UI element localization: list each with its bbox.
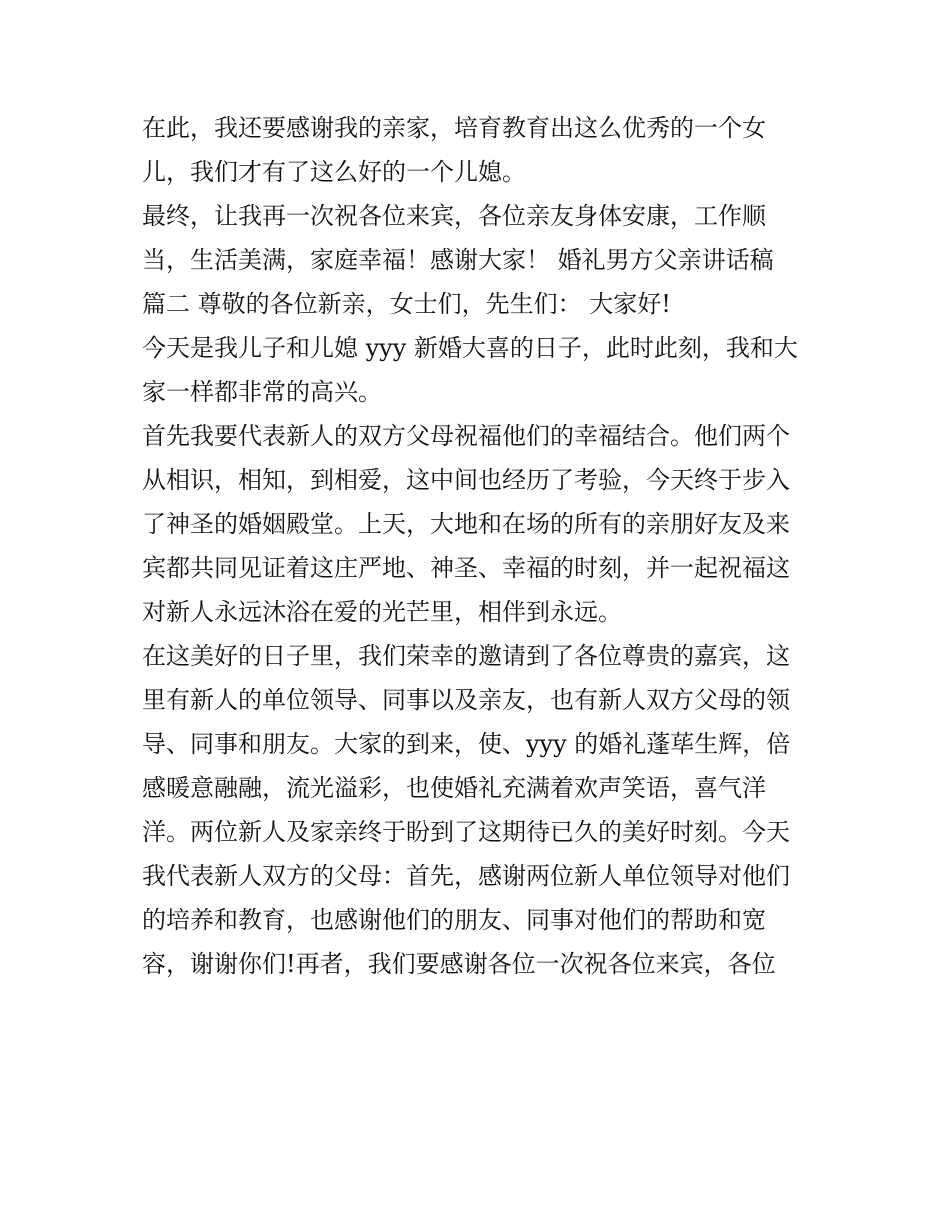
text-line: 今天是我儿子和儿媳 yyy 新婚大喜的日子，此时此刻，我和大 <box>142 334 798 362</box>
text-line: 当，生活美满，家庭幸福！感谢大家！ 婚礼男方父亲讲话稿 <box>142 246 774 274</box>
text-line: 篇二 尊敬的各位新亲，女士们，先生们： 大家好! <box>142 290 671 318</box>
text-line: 对新人永远沐浴在爱的光芒里，相伴到永远。 <box>142 598 622 626</box>
text-line: 容，谢谢你们!再者，我们要感谢各位一次祝各位来宾，各位 <box>142 950 776 978</box>
text-line: 洋。两位新人及家亲终于盼到了这期待已久的美好时刻。今天 <box>142 818 790 846</box>
text-line: 我代表新人双方的父母：首先，感谢两位新人单位领导对他们 <box>142 862 790 890</box>
text-line: 家一样都非常的高兴。 <box>142 378 382 406</box>
text-line: 感暖意融融，流光溢彩，也使婚礼充满着欢声笑语，喜气洋 <box>142 774 766 802</box>
text-line: 宾都共同见证着这庄严地、神圣、幸福的时刻，并一起祝福这 <box>142 554 790 582</box>
text-line: 在这美好的日子里，我们荣幸的邀请到了各位尊贵的嘉宾，这 <box>142 642 790 670</box>
text-line: 里有新人的单位领导、同事以及亲友，也有新人双方父母的领 <box>142 686 790 714</box>
text-line: 从相识，相知，到相爱，这中间也经历了考验，今天终于步入 <box>142 466 790 494</box>
text-line: 在此，我还要感谢我的亲家，培育教育出这么优秀的一个女 <box>142 114 766 142</box>
document-body-text <box>142 106 822 986</box>
text-line: 导、同事和朋友。大家的到来，使、yyy 的婚礼蓬荜生辉，倍 <box>142 730 791 758</box>
text-line: 首先我要代表新人的双方父母祝福他们的幸福结合。他们两个 <box>142 422 790 450</box>
text-line: 的培养和教育，也感谢他们的朋友、同事对他们的帮助和宽 <box>142 906 766 934</box>
text-line: 儿，我们才有了这么好的一个儿媳。 <box>142 158 526 186</box>
text-line: 最终，让我再一次祝各位来宾，各位亲友身体安康，工作顺 <box>142 202 766 230</box>
text-line: 了神圣的婚姻殿堂。上天，大地和在场的所有的亲朋好友及来 <box>142 510 790 538</box>
